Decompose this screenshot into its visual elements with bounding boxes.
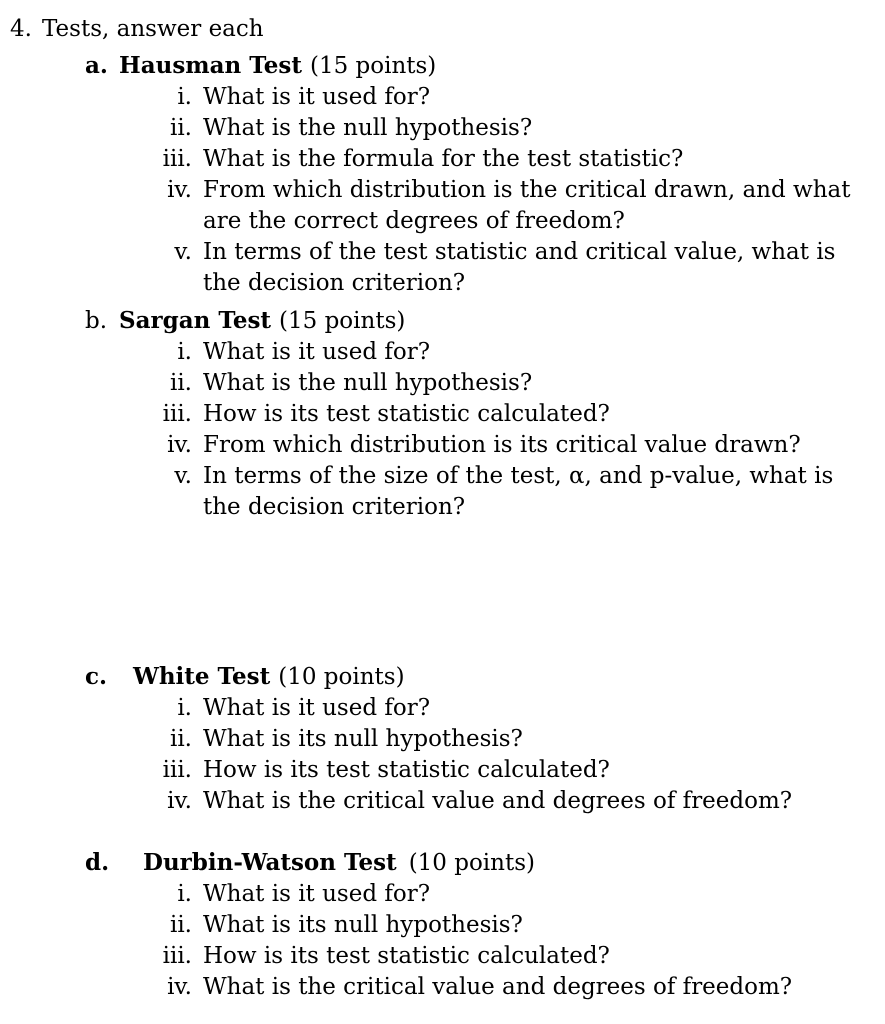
item-number: ii. bbox=[169, 726, 192, 752]
item-text: In terms of the test statistic and critical value, what is the decision criterion? bbox=[203, 239, 836, 296]
list-item bbox=[148, 82, 863, 113]
item-number: i. bbox=[177, 84, 192, 110]
section-title: Hausman Test bbox=[119, 52, 302, 79]
section-items bbox=[148, 82, 863, 299]
list-item bbox=[148, 910, 863, 941]
item-text: What is its null hypothesis? bbox=[203, 912, 523, 938]
section-points: (10 points) bbox=[278, 664, 405, 690]
item-number: iv. bbox=[167, 974, 192, 1000]
section-durbin-watson-test bbox=[85, 847, 863, 1003]
item-number: iv. bbox=[167, 432, 192, 458]
item-text: What is the critical value and degrees of freedom? bbox=[203, 974, 793, 1000]
section-header bbox=[85, 50, 863, 82]
item-text: From which distribution is the critical drawn, and what are the correct degrees of freedom? bbox=[203, 177, 851, 234]
list-item bbox=[148, 786, 863, 817]
item-number: iii. bbox=[162, 146, 192, 172]
list-item bbox=[148, 113, 863, 144]
item-number: ii. bbox=[169, 115, 192, 141]
item-text: What is the formula for the test statistic? bbox=[203, 146, 684, 172]
list-item bbox=[148, 941, 863, 972]
section-sargan-test bbox=[85, 305, 863, 523]
item-number: iv. bbox=[167, 788, 192, 814]
item-number: iv. bbox=[167, 177, 192, 203]
section-header bbox=[85, 847, 863, 879]
section-title: Durbin-Watson Test bbox=[143, 849, 397, 876]
section-points: (15 points) bbox=[279, 308, 406, 334]
list-item bbox=[148, 755, 863, 786]
item-text: What is the critical value and degrees of freedom? bbox=[203, 788, 793, 814]
list-item bbox=[148, 461, 863, 523]
list-item bbox=[148, 368, 863, 399]
item-number: ii. bbox=[169, 912, 192, 938]
item-text: How is its test statistic calculated? bbox=[203, 757, 610, 783]
list-item bbox=[148, 144, 863, 175]
item-text: What is it used for? bbox=[203, 695, 431, 721]
question-heading bbox=[10, 14, 863, 45]
item-text: What is it used for? bbox=[203, 881, 431, 907]
item-text: What is the null hypothesis? bbox=[203, 115, 533, 141]
section-items bbox=[148, 693, 863, 817]
item-number: iii. bbox=[162, 943, 192, 969]
list-item bbox=[148, 337, 863, 368]
section-label: c. bbox=[85, 663, 108, 690]
section-points: (10 points) bbox=[408, 850, 535, 876]
item-number: i. bbox=[177, 881, 192, 907]
list-item bbox=[148, 399, 863, 430]
section-white-test bbox=[85, 661, 863, 817]
section-items bbox=[148, 879, 863, 1003]
section-points: (15 points) bbox=[309, 53, 437, 79]
item-text: From which distribution is its critical value drawn? bbox=[203, 432, 801, 458]
item-text: How is its test statistic calculated? bbox=[203, 943, 610, 969]
question-text: Tests, answer each bbox=[42, 16, 264, 42]
item-text: In terms of the size of the test, α, and p-value, what is the decision criterion? bbox=[203, 463, 834, 520]
question-number: 4. bbox=[10, 16, 32, 42]
item-number: v. bbox=[174, 239, 192, 265]
list-item bbox=[148, 879, 863, 910]
section-title: White Test bbox=[133, 663, 271, 690]
item-text: What is it used for? bbox=[203, 339, 431, 365]
item-number: ii. bbox=[169, 370, 192, 396]
section-items bbox=[148, 337, 863, 523]
list-item bbox=[148, 430, 863, 461]
item-text: What is it used for? bbox=[203, 84, 431, 110]
section-title: Sargan Test bbox=[119, 307, 272, 334]
section-header bbox=[85, 305, 863, 337]
list-item bbox=[148, 724, 863, 755]
section-label: d. bbox=[85, 849, 110, 876]
item-text: What is its null hypothesis? bbox=[203, 726, 523, 752]
section-label: b. bbox=[85, 308, 108, 334]
list-item bbox=[148, 175, 863, 237]
list-item bbox=[148, 693, 863, 724]
section-header bbox=[85, 661, 863, 693]
item-text: What is the null hypothesis? bbox=[203, 370, 533, 396]
item-number: v. bbox=[174, 463, 192, 489]
list-item bbox=[148, 972, 863, 1003]
item-number: iii. bbox=[162, 401, 192, 427]
list-item bbox=[148, 237, 863, 299]
item-number: iii. bbox=[162, 757, 192, 783]
item-number: i. bbox=[177, 695, 192, 721]
section-label: a. bbox=[85, 52, 108, 79]
section-hausman-test bbox=[85, 50, 863, 299]
item-text: How is its test statistic calculated? bbox=[203, 401, 610, 427]
item-number: i. bbox=[177, 339, 192, 365]
